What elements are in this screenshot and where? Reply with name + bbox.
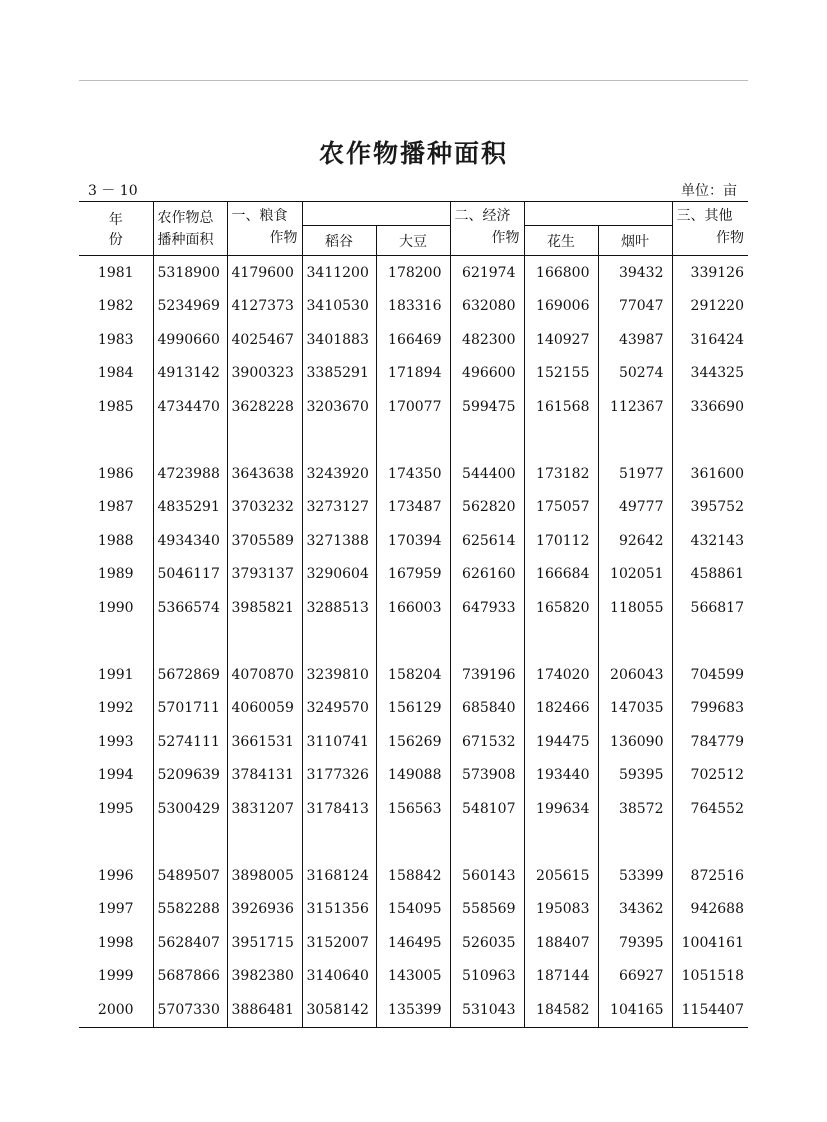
cell-total: 5234969 <box>153 290 227 324</box>
header-grain-bottom: 作物 <box>269 230 298 246</box>
cell-peanut: 175057 <box>524 491 598 525</box>
cell-soybean: 156563 <box>376 792 450 826</box>
cell-other: 784779 <box>690 733 744 750</box>
cell-other: 458861 <box>690 566 744 583</box>
header-tobacco: 烟叶 <box>598 226 672 256</box>
spacer-cell <box>153 424 227 458</box>
cell-year: 1983 <box>79 323 153 357</box>
cell-grain: 4060059 <box>227 692 302 726</box>
cell-grain: 3793137 <box>227 558 302 592</box>
table-row <box>79 893 748 927</box>
table-body <box>79 256 748 1028</box>
table-row <box>79 759 748 793</box>
cell-grain: 3886481 <box>227 993 302 1027</box>
cell-peanut: 174020 <box>524 658 598 692</box>
cell-year: 1998 <box>79 926 153 960</box>
cell-year: 1981 <box>79 256 153 290</box>
cell-total: 5582288 <box>153 893 227 927</box>
cell-cash: 562820 <box>450 491 524 525</box>
cell-cash: 671532 <box>450 725 524 759</box>
spacer-cell <box>598 424 672 458</box>
crop-area-table <box>79 201 748 1028</box>
cell-rice: 3168124 <box>302 859 376 893</box>
table-row <box>79 692 748 726</box>
cell-cash: 544400 <box>450 457 524 491</box>
spacer-cell <box>376 826 450 860</box>
spacer-cell <box>450 826 524 860</box>
cell-grain: 3982380 <box>227 960 302 994</box>
page-top-rule <box>79 80 748 81</box>
cell-peanut: 188407 <box>524 926 598 960</box>
header-grain-subline <box>302 202 450 226</box>
cell-soybean: 167959 <box>376 558 450 592</box>
cell-tobacco: 206043 <box>598 658 672 692</box>
cell-grain: 3784131 <box>227 759 302 793</box>
cell-tobacco: 102051 <box>598 558 672 592</box>
cell-other: 704599 <box>690 666 744 683</box>
cell-total: 4723988 <box>153 457 227 491</box>
spacer-cell <box>598 625 672 659</box>
cell-peanut: 205615 <box>524 859 598 893</box>
cell-total: 4934340 <box>153 524 227 558</box>
cell-peanut: 152155 <box>524 357 598 391</box>
cell-year: 1999 <box>79 960 153 994</box>
cell-tobacco: 112367 <box>598 390 672 424</box>
cell-other: 702512 <box>690 767 744 784</box>
cell-other: 872516 <box>690 867 744 884</box>
cell-peanut: 193440 <box>524 759 598 793</box>
cell-cash: 560143 <box>450 859 524 893</box>
cell-total: 5489507 <box>153 859 227 893</box>
cell-other: 1051518 <box>681 968 744 985</box>
cell-total: 5701711 <box>153 692 227 726</box>
cell-tobacco: 77047 <box>598 290 672 324</box>
spacer-cell <box>79 424 153 458</box>
header-other-top: 三、其他 <box>676 208 733 224</box>
cell-soybean: 166003 <box>376 591 450 625</box>
cell-tobacco: 104165 <box>598 993 672 1027</box>
cell-grain: 3898005 <box>227 859 302 893</box>
cell-year: 1994 <box>79 759 153 793</box>
cell-peanut: 184582 <box>524 993 598 1027</box>
cell-total: 5209639 <box>153 759 227 793</box>
cell-other: 1004161 <box>681 934 744 951</box>
cell-rice: 3110741 <box>302 725 376 759</box>
cell-cash: 573908 <box>450 759 524 793</box>
cell-total: 5628407 <box>153 926 227 960</box>
cell-rice: 3178413 <box>302 792 376 826</box>
cell-cash: 626160 <box>450 558 524 592</box>
header-soybean: 大豆 <box>376 226 450 256</box>
spacer-cell <box>227 826 302 860</box>
cell-tobacco: 34362 <box>598 893 672 927</box>
cell-rice: 3140640 <box>302 960 376 994</box>
cell-tobacco: 51977 <box>598 457 672 491</box>
cell-peanut: 199634 <box>524 792 598 826</box>
cell-peanut: 187144 <box>524 960 598 994</box>
cell-year: 1988 <box>79 524 153 558</box>
header-total-line1: 农作物总 <box>157 209 214 226</box>
cell-soybean: 170394 <box>376 524 450 558</box>
cell-year: 1987 <box>79 491 153 525</box>
cell-peanut: 165820 <box>524 591 598 625</box>
header-other-bottom: 作物 <box>716 230 744 246</box>
spacer-cell <box>227 424 302 458</box>
spacer-cell <box>376 424 450 458</box>
cell-peanut: 173182 <box>524 457 598 491</box>
header-cash-subline <box>524 202 672 226</box>
cell-rice: 3290604 <box>302 558 376 592</box>
spacer-cell <box>302 625 376 659</box>
spacer-cell <box>672 826 748 860</box>
spacer-cell <box>79 826 153 860</box>
cell-cash: 599475 <box>450 390 524 424</box>
cell-tobacco: 136090 <box>598 725 672 759</box>
header-cash <box>450 202 524 256</box>
cell-rice: 3385291 <box>302 357 376 391</box>
cell-peanut: 161568 <box>524 390 598 424</box>
cell-year: 1986 <box>79 457 153 491</box>
table-row <box>79 859 748 893</box>
cell-total: 5274111 <box>153 725 227 759</box>
table-row <box>79 323 748 357</box>
spacer-cell <box>79 625 153 659</box>
cell-other: 942688 <box>690 901 744 918</box>
unit-label: 单位：亩 <box>681 183 737 199</box>
cell-cash: 531043 <box>450 993 524 1027</box>
table-row <box>79 926 748 960</box>
cell-rice: 3243920 <box>302 457 376 491</box>
cell-rice: 3411200 <box>302 256 376 290</box>
cell-soybean: 156269 <box>376 725 450 759</box>
cell-cash: 625614 <box>450 524 524 558</box>
cell-peanut: 169006 <box>524 290 598 324</box>
cell-rice: 3239810 <box>302 658 376 692</box>
spacer-cell <box>524 424 598 458</box>
cell-year: 1989 <box>79 558 153 592</box>
cell-tobacco: 59395 <box>598 759 672 793</box>
header-grain-top: 一、粮食 <box>231 208 288 224</box>
cell-grain: 4127373 <box>227 290 302 324</box>
spacer-row <box>79 424 748 458</box>
spacer-cell <box>524 826 598 860</box>
spacer-cell <box>376 625 450 659</box>
cell-total: 5046117 <box>153 558 227 592</box>
spacer-cell <box>450 625 524 659</box>
cell-rice: 3401883 <box>302 323 376 357</box>
table-row <box>79 290 748 324</box>
cell-grain: 3926936 <box>227 893 302 927</box>
cell-peanut: 170112 <box>524 524 598 558</box>
cell-cash: 548107 <box>450 792 524 826</box>
table-row <box>79 357 748 391</box>
cell-grain: 3705589 <box>227 524 302 558</box>
cell-year: 1982 <box>79 290 153 324</box>
header-rice: 稻谷 <box>302 226 376 256</box>
cell-cash: 482300 <box>450 323 524 357</box>
cell-rice: 3058142 <box>302 993 376 1027</box>
cell-total: 5687866 <box>153 960 227 994</box>
table-row <box>79 491 748 525</box>
cell-cash: 558569 <box>450 893 524 927</box>
cell-cash: 739196 <box>450 658 524 692</box>
spacer-cell <box>153 625 227 659</box>
cell-year: 1997 <box>79 893 153 927</box>
cell-grain: 3900323 <box>227 357 302 391</box>
cell-soybean: 135399 <box>376 993 450 1027</box>
cell-rice: 3177326 <box>302 759 376 793</box>
cell-other: 361600 <box>690 465 744 482</box>
cell-grain: 3643638 <box>227 457 302 491</box>
table-row <box>79 725 748 759</box>
cell-rice: 3273127 <box>302 491 376 525</box>
cell-tobacco: 147035 <box>598 692 672 726</box>
cell-rice: 3249570 <box>302 692 376 726</box>
header-cash-bottom: 作物 <box>491 230 520 246</box>
cell-soybean: 156129 <box>376 692 450 726</box>
cell-soybean: 174350 <box>376 457 450 491</box>
spacer-cell <box>598 826 672 860</box>
cell-total: 4835291 <box>153 491 227 525</box>
cell-peanut: 140927 <box>524 323 598 357</box>
cell-total: 4990660 <box>153 323 227 357</box>
cell-tobacco: 50274 <box>598 357 672 391</box>
cell-soybean: 183316 <box>376 290 450 324</box>
cell-peanut: 194475 <box>524 725 598 759</box>
cell-year: 1992 <box>79 692 153 726</box>
cell-other: 566817 <box>690 599 744 616</box>
cell-tobacco: 39432 <box>598 256 672 290</box>
table-row <box>79 591 748 625</box>
header-peanut: 花生 <box>524 226 598 256</box>
spacer-cell <box>524 625 598 659</box>
table-header <box>79 202 748 256</box>
cell-year: 1993 <box>79 725 153 759</box>
spacer-cell <box>672 424 748 458</box>
cell-other: 432143 <box>690 532 744 549</box>
cell-year: 1990 <box>79 591 153 625</box>
cell-grain: 3661531 <box>227 725 302 759</box>
cell-tobacco: 43987 <box>598 323 672 357</box>
table-number: 3 － 10 <box>88 183 138 199</box>
cell-grain: 3628228 <box>227 390 302 424</box>
cell-soybean: 178200 <box>376 256 450 290</box>
cell-rice: 3203670 <box>302 390 376 424</box>
cell-total: 5318900 <box>153 256 227 290</box>
cell-rice: 3152007 <box>302 926 376 960</box>
cell-tobacco: 53399 <box>598 859 672 893</box>
cell-year: 1996 <box>79 859 153 893</box>
spacer-row <box>79 625 748 659</box>
spacer-cell <box>302 424 376 458</box>
cell-year: 1984 <box>79 357 153 391</box>
header-cash-top: 二、经济 <box>454 208 511 224</box>
cell-grain: 4070870 <box>227 658 302 692</box>
cell-grain: 3985821 <box>227 591 302 625</box>
page-title: 农作物播种面积 <box>318 139 508 168</box>
cell-year: 1995 <box>79 792 153 826</box>
cell-total: 5366574 <box>153 591 227 625</box>
cell-soybean: 143005 <box>376 960 450 994</box>
cell-cash: 510963 <box>450 960 524 994</box>
table-row <box>79 558 748 592</box>
cell-grain: 4179600 <box>227 256 302 290</box>
cell-total: 5672869 <box>153 658 227 692</box>
cell-tobacco: 79395 <box>598 926 672 960</box>
cell-soybean: 173487 <box>376 491 450 525</box>
spacer-cell <box>450 424 524 458</box>
cell-soybean: 158204 <box>376 658 450 692</box>
cell-peanut: 182466 <box>524 692 598 726</box>
cell-total: 5707330 <box>153 993 227 1027</box>
cell-rice: 3151356 <box>302 893 376 927</box>
cell-other: 799683 <box>690 700 744 717</box>
cell-year: 2000 <box>79 993 153 1027</box>
cell-other: 764552 <box>690 800 744 817</box>
cell-other: 291220 <box>690 298 744 315</box>
table-row <box>79 658 748 692</box>
table-row <box>79 993 748 1027</box>
cell-other: 395752 <box>690 499 744 516</box>
cell-cash: 632080 <box>450 290 524 324</box>
cell-cash: 621974 <box>450 256 524 290</box>
cell-cash: 685840 <box>450 692 524 726</box>
cell-other: 336690 <box>690 398 744 415</box>
cell-soybean: 146495 <box>376 926 450 960</box>
header-total-line2: 播种面积 <box>157 231 214 248</box>
cell-year: 1985 <box>79 390 153 424</box>
cell-soybean: 154095 <box>376 893 450 927</box>
cell-cash: 496600 <box>450 357 524 391</box>
cell-tobacco: 49777 <box>598 491 672 525</box>
cell-other: 316424 <box>690 331 744 348</box>
cell-rice: 3410530 <box>302 290 376 324</box>
cell-total: 4734470 <box>153 390 227 424</box>
cell-cash: 647933 <box>450 591 524 625</box>
table-row <box>79 792 748 826</box>
cell-tobacco: 118055 <box>598 591 672 625</box>
cell-tobacco: 66927 <box>598 960 672 994</box>
header-total <box>153 202 227 256</box>
cell-total: 4913142 <box>153 357 227 391</box>
cell-rice: 3271388 <box>302 524 376 558</box>
cell-other: 339126 <box>690 264 744 281</box>
spacer-cell <box>227 625 302 659</box>
cell-soybean: 158842 <box>376 859 450 893</box>
cell-rice: 3288513 <box>302 591 376 625</box>
cell-cash: 526035 <box>450 926 524 960</box>
cell-other: 1154407 <box>672 993 748 1027</box>
cell-total: 5300429 <box>153 792 227 826</box>
header-other <box>672 202 748 256</box>
cell-grain: 3951715 <box>227 926 302 960</box>
table-row <box>79 457 748 491</box>
header-year: 年 份 <box>79 202 153 256</box>
cell-other: 344325 <box>690 365 744 382</box>
cell-tobacco: 92642 <box>598 524 672 558</box>
spacer-cell <box>302 826 376 860</box>
cell-soybean: 170077 <box>376 390 450 424</box>
spacer-cell <box>672 625 748 659</box>
table-row <box>79 960 748 994</box>
cell-soybean: 149088 <box>376 759 450 793</box>
spacer-row <box>79 826 748 860</box>
cell-soybean: 166469 <box>376 323 450 357</box>
cell-grain: 3831207 <box>227 792 302 826</box>
cell-peanut: 166800 <box>524 256 598 290</box>
cell-tobacco: 38572 <box>598 792 672 826</box>
cell-peanut: 195083 <box>524 893 598 927</box>
cell-peanut: 166684 <box>524 558 598 592</box>
table-row <box>79 390 748 424</box>
header-grain <box>227 202 302 256</box>
cell-grain: 3703232 <box>227 491 302 525</box>
table-row <box>79 256 748 290</box>
cell-soybean: 171894 <box>376 357 450 391</box>
cell-grain: 4025467 <box>227 323 302 357</box>
spacer-cell <box>153 826 227 860</box>
table-row <box>79 524 748 558</box>
cell-year: 1991 <box>79 658 153 692</box>
